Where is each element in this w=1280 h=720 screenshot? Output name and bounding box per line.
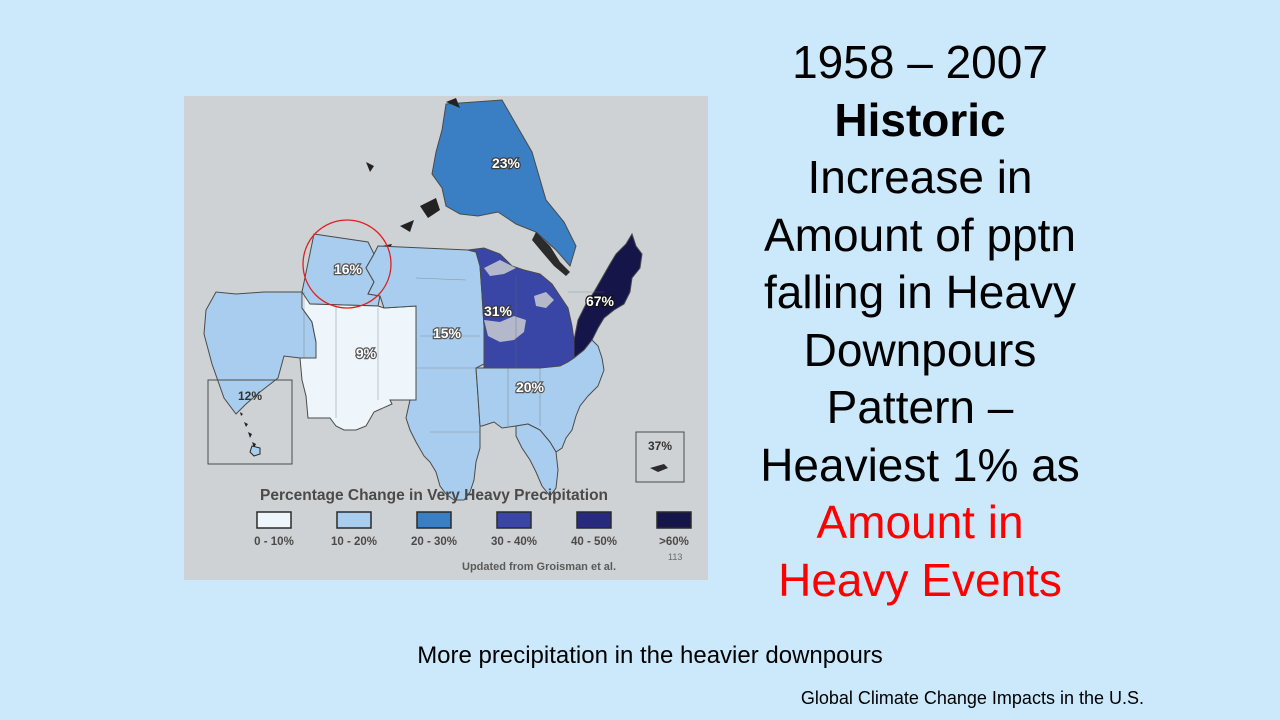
region-label-northwest: 16% xyxy=(333,261,363,277)
map-graphic xyxy=(184,96,708,580)
title-line: Pattern – xyxy=(826,381,1014,433)
legend-label: >60% xyxy=(659,536,689,548)
legend-label: 10 - 20% xyxy=(330,536,378,548)
legend-label: 20 - 30% xyxy=(410,536,458,548)
region-group-conus xyxy=(204,234,642,500)
legend-label: 0 - 10% xyxy=(254,536,294,548)
region-label-northeast: 67% xyxy=(585,293,615,309)
legend-swatch xyxy=(337,512,371,528)
legend-label: 40 - 50% xyxy=(570,536,618,548)
slide-caption: More precipitation in the heavier downpours xyxy=(417,642,883,669)
precipitation-change-map xyxy=(184,96,708,580)
inset-hawaii xyxy=(208,380,292,464)
legend-items xyxy=(254,512,691,548)
title-line: 1958 – 2007 xyxy=(792,36,1048,88)
legend-swatch xyxy=(417,512,451,528)
inset-puerto-rico xyxy=(636,432,684,482)
title-line: falling in Heavy xyxy=(764,266,1076,318)
hawaii-big-island-shape xyxy=(250,446,260,456)
legend-swatch xyxy=(577,512,611,528)
slide-title xyxy=(724,34,1116,609)
hawaii-islands-shape xyxy=(240,412,256,448)
title-line: Amount in xyxy=(816,496,1024,548)
legend-swatch xyxy=(257,512,291,528)
slide-source: Global Climate Change Impacts in the U.S. xyxy=(800,688,1144,708)
title-line: Historic xyxy=(834,93,1006,146)
region-label-great-plains: 15% xyxy=(432,325,462,341)
legend-label: 30 - 40% xyxy=(490,536,538,548)
map-legend xyxy=(254,487,691,548)
map-credit-number: 113 xyxy=(668,552,683,562)
inset-label-hawaii: 12% xyxy=(237,389,263,403)
inset-label-puerto-rico: 37% xyxy=(647,439,673,453)
legend-title: Percentage Change in Very Heavy Precipitation xyxy=(260,487,609,504)
region-label-southwest: 9% xyxy=(355,345,377,361)
southwest-shape xyxy=(300,292,416,430)
legend-swatch xyxy=(497,512,531,528)
region-label-alaska: 23% xyxy=(491,155,521,171)
alaska-shape xyxy=(432,100,576,266)
title-line: Heaviest 1% as xyxy=(760,438,1080,491)
region-label-midwest: 31% xyxy=(483,303,513,319)
title-line: Downpours xyxy=(803,323,1037,376)
title-line: Increase in xyxy=(807,151,1033,203)
map-credit: Updated from Groisman et al. xyxy=(462,561,617,573)
title-line: Heavy Events xyxy=(778,553,1062,606)
legend-swatch xyxy=(657,512,691,528)
region-label-southeast: 20% xyxy=(515,379,545,395)
puerto-rico-shape xyxy=(650,464,668,472)
title-line: Amount of pptn xyxy=(764,208,1076,261)
